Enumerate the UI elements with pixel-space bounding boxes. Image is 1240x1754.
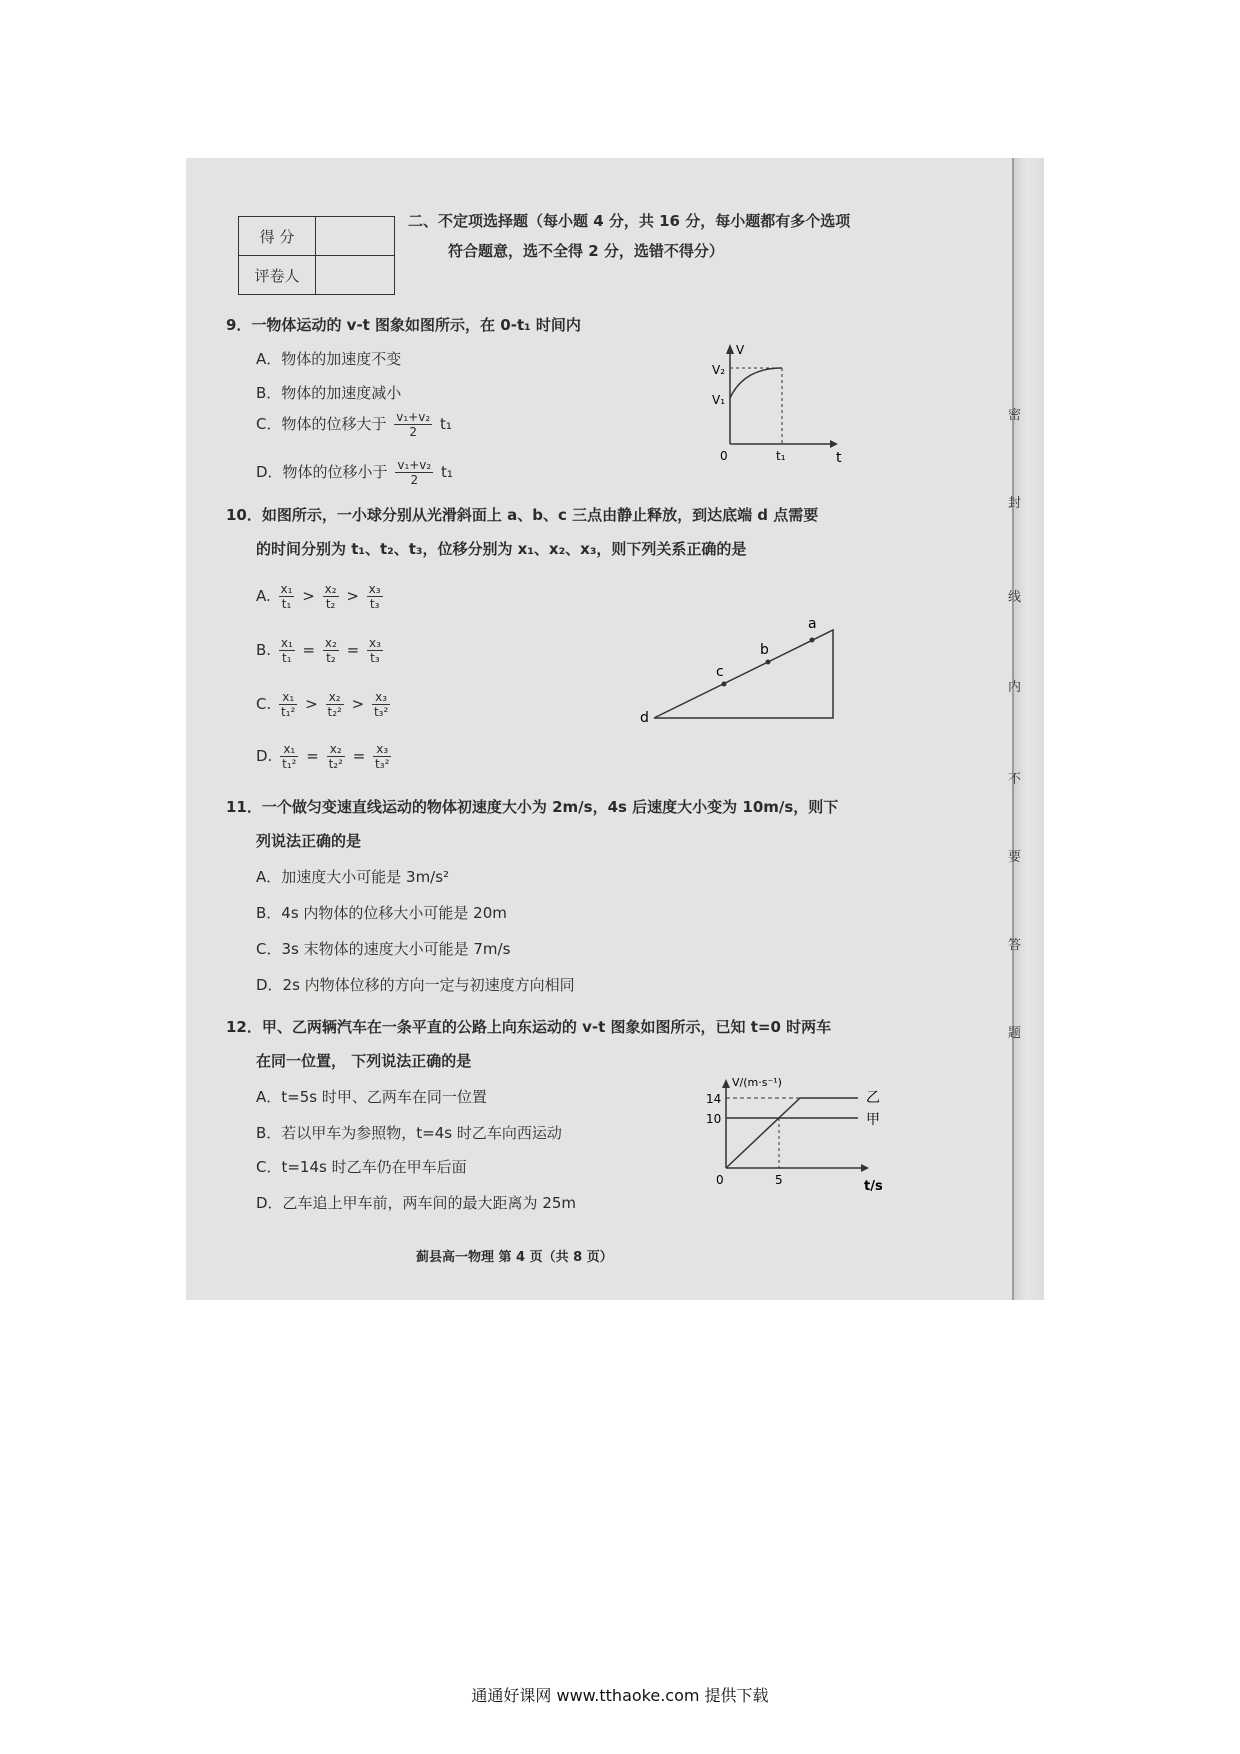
q12-stem: 12．甲、乙两辆汽车在一条平直的公路上向东运动的 v-t 图象如图所示，已知 t=0 时两车 [226,1018,832,1036]
frac-numerator: v₁+v₂ [397,458,432,472]
t-axis-arrow [830,440,838,448]
denominator: t₂ [325,597,336,611]
q12-option-d: D．乙车追上甲车前，两车间的最大距离为 25m [256,1194,577,1212]
q9-option-c [256,410,452,439]
denominator: t₃ [370,651,380,665]
q9-option-a: A．物体的加速度不变 [256,350,402,368]
relation: > [305,695,318,713]
q10-stem: 10．如图所示，一小球分别从光滑斜面上 a、b、c 三点由静止释放，到达底端 d 点需要 [226,506,819,524]
q12-option-b: B．若以甲车为参照物，t=4s 时乙车向西运动 [256,1124,562,1142]
denominator: t₂² [327,705,342,719]
numerator: x₂ [324,636,337,650]
side-char: 密 [1008,408,1022,423]
q11-stem-cont: 列说法正确的是 [256,832,362,850]
q11-stem: 11．一个做匀变速直线运动的物体初速度大小为 2m/s，4s 后速度大小变为 10m/s，则下 [226,798,839,816]
side-char: 封 [1008,496,1022,511]
fraction [372,690,390,719]
point-c [722,682,727,687]
q11-option-b: B．4s 内物体的位移大小可能是 20m [256,904,507,922]
section-title-cont: 符合题意，选不全得 2 分，选错不得分） [448,242,724,260]
v2-label: V₂ [712,363,726,377]
label-d: d [640,710,649,726]
side-char: 线 [1008,590,1022,605]
denominator: t₃² [373,705,389,719]
q9-fraction [395,458,433,487]
t-axis-label: t/s [864,1179,883,1194]
q9-frac-suffix: t₁ [439,415,452,433]
q9-frac-suffix: t₁ [441,463,453,481]
fraction [280,742,298,771]
fraction [327,742,345,771]
binding-line [1012,158,1014,1300]
relation: > [351,695,365,713]
relation: = [352,747,366,765]
q11-option-d: D．2s 内物体位移的方向一定与初速度方向相同 [256,976,575,994]
fraction [367,582,383,611]
frac-denominator: 2 [410,473,419,487]
relation: = [302,641,316,659]
page-footer: 蓟县高一物理 第 4 页（共 8 页） [416,1250,613,1265]
jia-label: 甲 [866,1112,880,1128]
v1-label: V₁ [712,393,726,407]
v-axis-label: V/(m·s⁻¹) [732,1076,782,1089]
grader-cell [316,256,395,295]
numerator: x₂ [324,582,337,596]
v-axis-label: V [736,343,745,357]
q10-option-b [256,636,386,665]
origin-label: 0 [720,449,728,463]
q11-option-a: A．加速度大小可能是 3m/s² [256,868,450,886]
yi-rising-line [726,1098,800,1168]
denominator: t₁ [281,597,292,611]
scanned-page-photo [186,158,1044,1300]
yi-label: 乙 [866,1090,880,1106]
numerator: x₁ [279,690,297,705]
fraction [373,742,391,771]
fraction [279,690,297,719]
t-axis-arrow [861,1164,869,1172]
incline-triangle [654,630,833,718]
numerator: x₁ [280,742,298,757]
label-a: a [808,616,817,632]
relation: = [346,641,360,659]
fraction [279,636,295,665]
numerator: x₁ [280,636,293,650]
denominator: t₁² [281,705,296,719]
y10-label: 10 [706,1112,722,1126]
q9-option-d [256,458,453,487]
numerator: x₃ [372,690,390,705]
q10-option-a [256,582,386,611]
option-letter: D. [256,747,273,765]
point-a [810,638,815,643]
numerator: x₂ [326,690,344,705]
numerator: x₃ [373,742,391,757]
page-binding-edge [1014,158,1044,1300]
frac-numerator: v₁+v₂ [396,410,431,424]
t1-label: t₁ [776,449,786,463]
q9-option-d-text: D．物体的位移小于 [256,463,388,481]
option-letter: B. [256,641,272,659]
q12-vt-graph [686,1076,906,1196]
option-letter: A. [256,587,271,605]
q12-option-c: C．t=14s 时乙车仍在甲车后面 [256,1158,467,1176]
score-cell [316,217,395,256]
q9-option-b: B．物体的加速度减小 [256,384,402,402]
section-title: 二、不定项选择题（每小题 4 分，共 16 分，每小题都有多个选项 [408,212,851,230]
relation: > [346,587,359,605]
q11-option-c: C．3s 末物体的速度大小可能是 7m/s [256,940,511,958]
frac-denominator: 2 [409,425,418,439]
score-label: 得 分 [239,217,316,256]
numerator: x₃ [368,636,381,650]
denominator: t₁² [282,757,297,771]
v-axis-arrow [722,1079,730,1088]
numerator: x₁ [280,582,293,596]
score-table [238,216,395,295]
label-b: b [760,642,769,658]
q12-option-a: A．t=5s 时甲、乙两车在同一位置 [256,1088,487,1106]
side-char: 题 [1008,1026,1022,1041]
relation: = [306,747,319,765]
denominator: t₃ [369,597,380,611]
option-letter: C. [256,695,272,713]
numerator: x₃ [368,582,381,596]
velocity-curve [730,368,782,398]
q10-option-c [256,690,393,719]
relation: > [302,587,315,605]
denominator: t₂² [328,757,343,771]
t-axis-label: t [836,450,842,465]
q9-option-c-text: C．物体的位移大于 [256,415,387,433]
fraction [323,582,339,611]
fraction [326,690,344,719]
q9-fraction [394,410,432,439]
q9-stem: 9．一物体运动的 v-t 图象如图所示，在 0-t₁ 时间内 [226,316,581,334]
numerator: x₂ [327,742,345,757]
origin-label: 0 [716,1173,724,1187]
fraction [279,582,295,611]
x5-label: 5 [775,1173,783,1187]
side-char: 不 [1008,772,1022,787]
denominator: t₃² [375,757,390,771]
side-char: 要 [1008,850,1022,865]
q10-option-d [256,742,394,771]
label-c: c [716,664,724,680]
q10-incline-diagram [626,608,846,728]
y14-label: 14 [706,1092,722,1106]
fraction [367,636,383,665]
denominator: t₁ [282,651,292,665]
q9-vt-graph [700,340,850,465]
grader-label: 评卷人 [239,256,316,295]
point-b [766,660,771,665]
denominator: t₂ [326,651,336,665]
v-axis-arrow [726,344,734,354]
q12-stem-cont: 在同一位置， 下列说法正确的是 [256,1052,472,1070]
bottom-credit: 通通好课网 www.tthaoke.com 提供下载 [471,1686,769,1705]
q10-stem-cont: 的时间分别为 t₁、t₂、t₃，位移分别为 x₁、x₂、x₃，则下列关系正确的是 [256,540,747,558]
side-char: 答 [1008,938,1022,953]
side-char: 内 [1008,680,1022,695]
fraction [323,636,339,665]
